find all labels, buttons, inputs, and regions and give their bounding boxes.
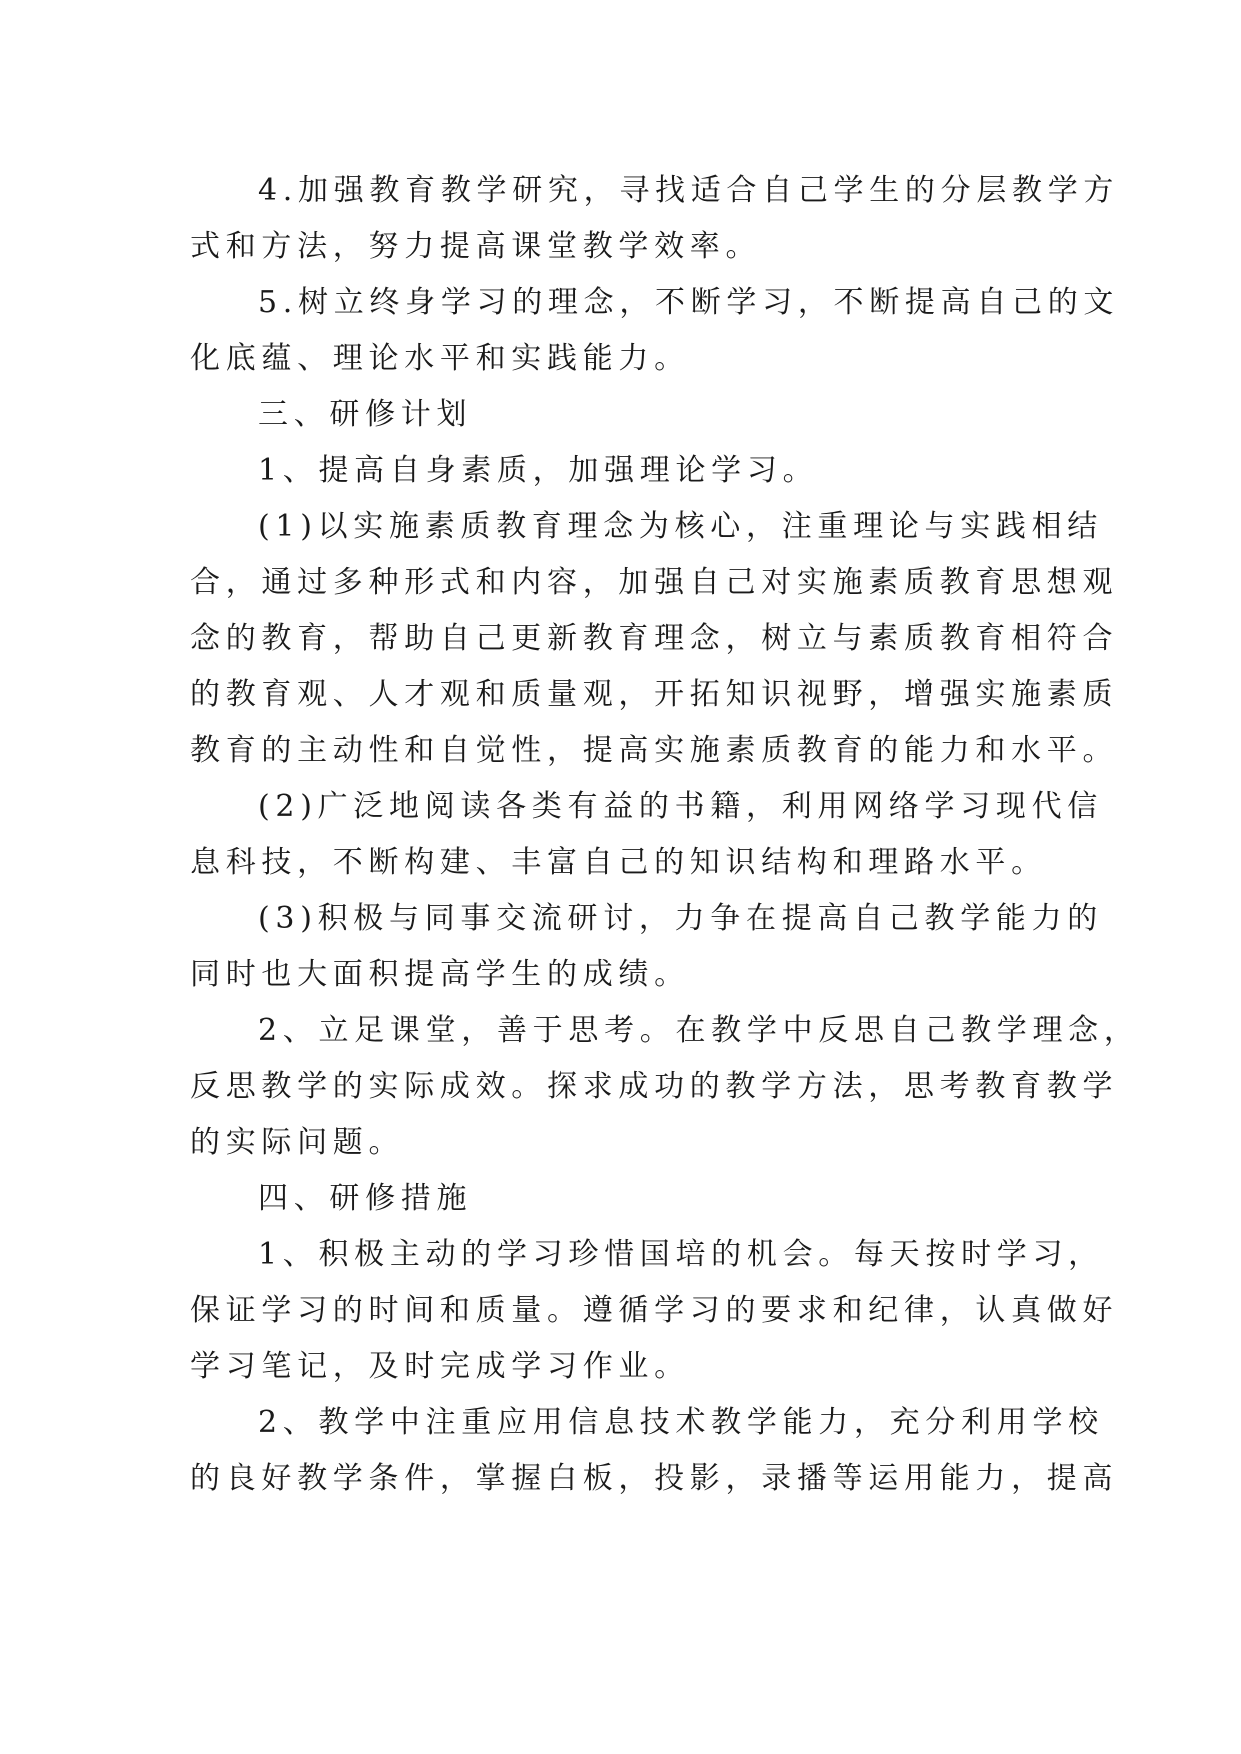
paragraph-line: 4.加强教育教学研究，寻找适合自己学生的分层教学方: [258, 173, 1120, 208]
paragraph-line: (3)积极与同事交流研讨，力争在提高自己教学能力的: [258, 901, 1103, 936]
paragraph-line: 2、教学中注重应用信息技术教学能力，充分利用学校: [258, 1405, 1104, 1440]
paragraph-line: 念的教育，帮助自己更新教育理念，树立与素质教育相符合: [190, 621, 1119, 656]
paragraph-line: 保证学习的时间和质量。遵循学习的要求和纪律，认真做好: [190, 1293, 1119, 1328]
paragraph-line: 式和方法，努力提高课堂教学效率。: [190, 229, 762, 264]
paragraph-line: (1)以实施素质教育理念为核心，注重理论与实践相结: [258, 509, 1103, 544]
paragraph-line: 的教育观、人才观和质量观，开拓知识视野，增强实施素质: [190, 677, 1119, 712]
paragraph-line: 的实际问题。: [190, 1125, 405, 1160]
paragraph-line: 息科技，不断构建、丰富自己的知识结构和理路水平。: [190, 845, 1047, 880]
section-heading: 三、研修计划: [258, 397, 473, 432]
section-heading: 四、研修措施: [258, 1181, 473, 1216]
paragraph-line: 1、积极主动的学习珍惜国培的机会。每天按时学习，: [258, 1237, 1104, 1272]
paragraph-line: 学习笔记，及时完成学习作业。: [190, 1349, 690, 1384]
paragraph-line: 合，通过多种形式和内容，加强自己对实施素质教育思想观: [190, 565, 1119, 600]
paragraph-line: 的良好教学条件，掌握白板，投影，录播等运用能力，提高: [190, 1461, 1119, 1496]
paragraph-line: 同时也大面积提高学生的成绩。: [190, 957, 690, 992]
paragraph-line: 教育的主动性和自觉性，提高实施素质教育的能力和水平。: [190, 733, 1119, 768]
paragraph-line: 化底蕴、理论水平和实践能力。: [190, 341, 690, 376]
paragraph-line: 2、立足课堂，善于思考。在教学中反思自己教学理念，: [258, 1013, 1140, 1048]
paragraph-line: 5.树立终身学习的理念，不断学习，不断提高自己的文: [258, 285, 1120, 320]
document-body: [190, 163, 1140, 1507]
paragraph-line: 反思教学的实际成效。探求成功的教学方法，思考教育教学: [190, 1069, 1119, 1104]
paragraph-line: (2)广泛地阅读各类有益的书籍，利用网络学习现代信: [258, 789, 1103, 824]
subsection-heading: 1、提高自身素质，加强理论学习。: [258, 453, 819, 488]
